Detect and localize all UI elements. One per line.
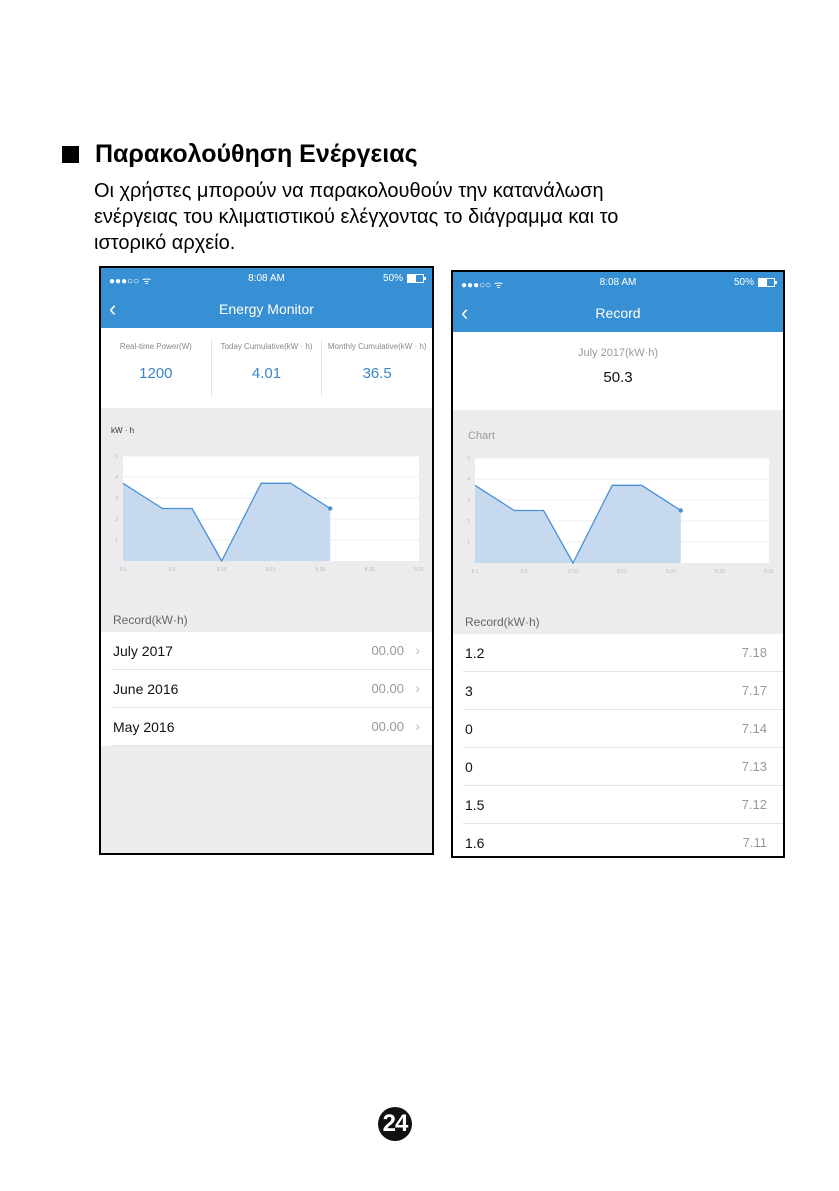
record-date: 7.17 (741, 683, 767, 698)
record-value: 00.00 (371, 719, 404, 734)
x-tick-label: 8.20 (315, 567, 326, 573)
record-value: 1.2 (465, 645, 485, 661)
intro-paragraph (94, 178, 794, 256)
data-point (328, 506, 332, 510)
chevron-right-icon: › (415, 718, 420, 734)
intro-line: ιστορικό αρχείο. (94, 232, 236, 254)
x-tick-label: 8.5 (520, 569, 528, 575)
x-tick-label: 8.5 (168, 567, 176, 573)
record-row[interactable] (463, 710, 783, 748)
stat-label: Monthly Cumulative(kW · h) (327, 342, 427, 351)
stat-value: 4.01 (251, 365, 282, 382)
stats-panel (101, 328, 432, 408)
stat-value: 1200 (139, 365, 173, 382)
chart-caption: Chart (468, 430, 495, 442)
stat-realtime-power (101, 340, 212, 396)
record-value: 00.00 (371, 643, 404, 658)
nav-bar (453, 294, 783, 332)
record-row[interactable] (111, 670, 432, 708)
record-header (453, 586, 783, 634)
intro-line: ενέργειας του κλιματιστικού ελέγχοντας το διάγραμμα και το (94, 206, 619, 228)
page-number: 24 (378, 1107, 412, 1141)
section-title: Παρακολούθηση Ενέργειας (95, 140, 418, 168)
energy-monitor-screen (99, 266, 434, 855)
stat-today-cumulative (212, 340, 323, 396)
x-tick-label: 8.31 (764, 569, 774, 575)
battery-percent: 50% (382, 273, 403, 284)
record-period: May 2016 (113, 719, 175, 735)
battery-percent: 50% (733, 277, 754, 288)
record-value: 1.5 (465, 797, 485, 813)
battery-icon (758, 278, 775, 287)
battery-icon (407, 274, 424, 283)
record-row[interactable] (463, 634, 783, 672)
back-arrow-icon[interactable]: ‹ (461, 300, 469, 325)
x-tick-label: 8.15 (266, 567, 276, 573)
chart-unit-label: kW · h (111, 426, 135, 435)
record-date: 7.18 (741, 645, 767, 660)
record-value: 0 (465, 721, 473, 737)
month-summary (453, 332, 783, 410)
y-tick-label: 3 (115, 496, 118, 502)
record-chart-area (453, 410, 783, 586)
signal-wifi-icon: ●●●○○ ᯤ (109, 276, 152, 287)
record-period: July 2017 (113, 643, 173, 659)
square-bullet-icon (62, 146, 79, 163)
x-tick-label: 8.10 (216, 567, 227, 573)
data-point (679, 508, 683, 512)
y-tick-label: 2 (115, 517, 118, 523)
x-tick-label: 8.31 (414, 567, 424, 573)
y-tick-label: 2 (467, 519, 470, 525)
stat-label: Today Cumulative(kW · h) (220, 342, 313, 351)
section-heading (62, 140, 418, 169)
signal-wifi-icon: ●●●○○ ᯤ (461, 280, 504, 291)
status-time: 8:08 AM (248, 273, 285, 284)
chevron-right-icon: › (415, 642, 420, 658)
record-date: 7.11 (742, 835, 767, 850)
x-tick-label: 8.25 (364, 567, 375, 573)
y-tick-label: 1 (115, 538, 118, 544)
record-list (101, 632, 432, 746)
record-value: 0 (465, 759, 473, 775)
chevron-right-icon: › (415, 680, 420, 696)
record-value: 1.6 (465, 835, 485, 851)
record-header-label: Record(kW·h) (465, 615, 540, 629)
y-tick-label: 5 (115, 454, 118, 460)
energy-area-chart (101, 408, 432, 584)
record-value: 3 (465, 683, 473, 699)
record-header (101, 584, 432, 632)
record-value: 00.00 (371, 681, 404, 696)
y-tick-label: 5 (467, 456, 470, 462)
record-period: June 2016 (113, 681, 179, 697)
x-tick-label: 8.25 (715, 569, 725, 575)
y-tick-label: 4 (115, 475, 118, 481)
x-tick-label: 8.1 (119, 567, 127, 573)
battery-status (383, 273, 424, 284)
record-row[interactable] (111, 708, 432, 746)
battery-status (734, 277, 775, 288)
record-row[interactable] (463, 672, 783, 710)
record-list (453, 634, 783, 858)
screen-title: Energy Monitor (219, 301, 314, 317)
summary-label: July 2017(kW·h) (577, 347, 659, 359)
stat-label: Real-time Power(W) (119, 342, 192, 351)
x-tick-label: 8.10 (568, 569, 578, 575)
y-tick-label: 3 (467, 498, 470, 504)
stat-value: 36.5 (362, 365, 392, 382)
back-arrow-icon[interactable]: ‹ (109, 296, 117, 321)
summary-value: 50.3 (603, 369, 633, 386)
screen-title: Record (595, 305, 641, 321)
x-tick-label: 8.20 (666, 569, 676, 575)
energy-chart-area (101, 408, 432, 584)
record-date: 7.13 (741, 759, 767, 774)
record-row[interactable] (463, 824, 783, 858)
record-row[interactable] (463, 786, 783, 824)
stat-monthly-cumulative (322, 340, 432, 396)
record-screen (451, 270, 785, 858)
status-time: 8:08 AM (599, 277, 637, 288)
status-bar (101, 268, 432, 290)
record-row[interactable] (463, 748, 783, 786)
status-bar (453, 272, 783, 294)
record-area-chart (453, 410, 783, 586)
record-date: 7.14 (741, 721, 767, 736)
y-tick-label: 4 (467, 477, 470, 483)
nav-bar (101, 290, 432, 328)
x-tick-label: 8.1 (471, 569, 479, 575)
record-header-label: Record(kW·h) (113, 613, 188, 627)
record-row[interactable] (111, 632, 432, 670)
intro-line: Οι χρήστες μπορούν να παρακολουθούν την κατανάλωση (94, 180, 604, 202)
record-date: 7.12 (741, 797, 767, 812)
x-tick-label: 8.15 (617, 569, 627, 575)
y-tick-label: 1 (467, 540, 470, 546)
